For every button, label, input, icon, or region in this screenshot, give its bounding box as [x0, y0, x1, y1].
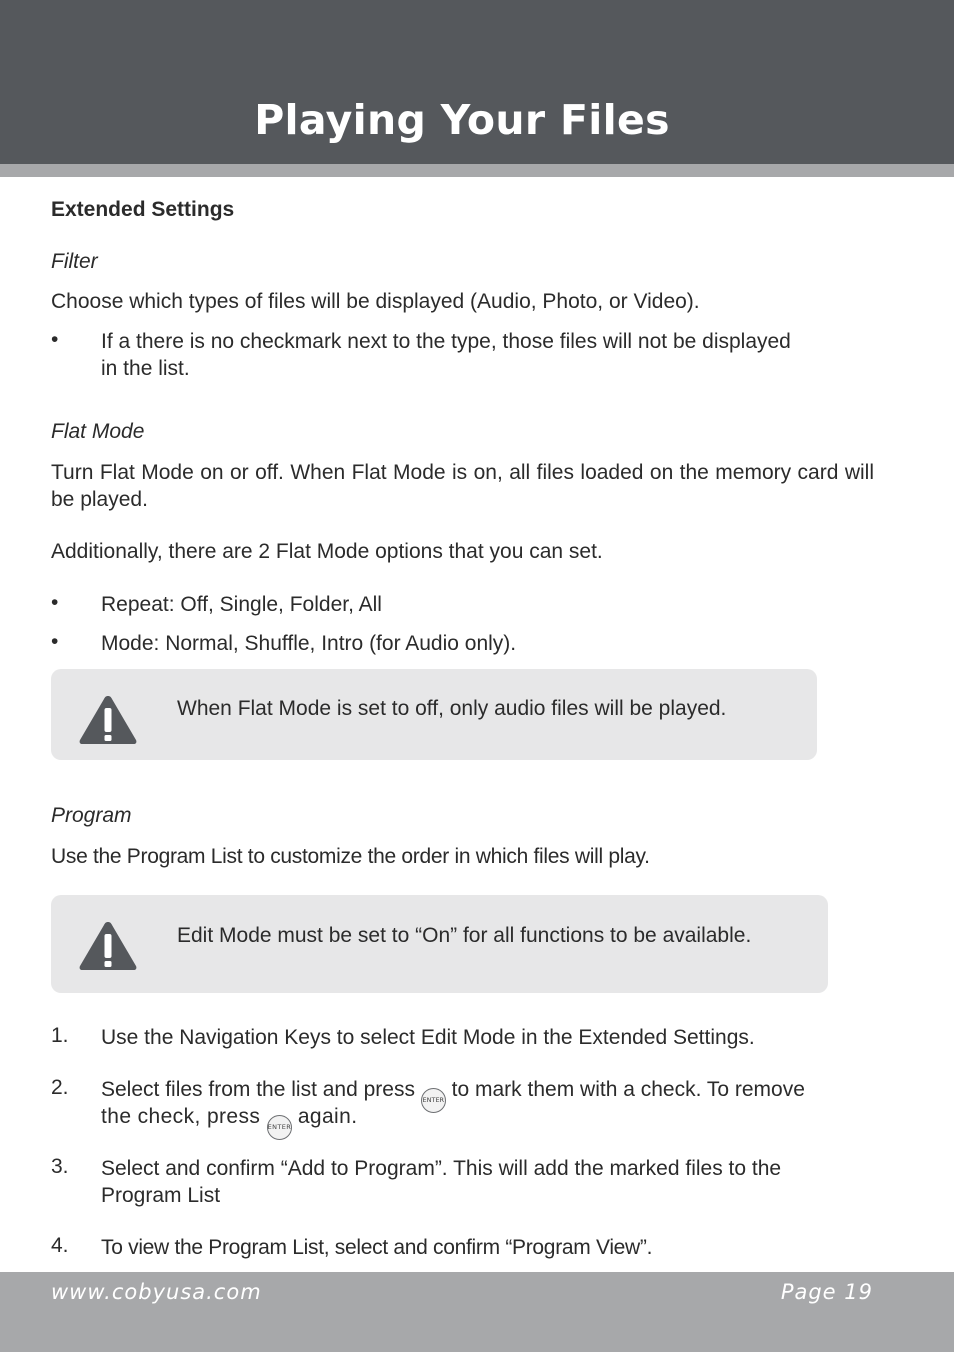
- header-stripe: [0, 164, 954, 177]
- step-number: 4.: [51, 1234, 69, 1257]
- footer-page-number: Page 19: [780, 1280, 873, 1304]
- step-number: 3.: [51, 1155, 69, 1178]
- bullet-marker: •: [51, 591, 59, 614]
- bullet-marker: •: [51, 328, 59, 351]
- page-title: Playing Your Files: [254, 96, 670, 144]
- warning-triangle-icon: [78, 920, 138, 972]
- step-3-line1: Select and confirm “Add to Program”. This will add the marked files to the: [101, 1157, 782, 1180]
- section-heading: Extended Settings: [51, 198, 235, 221]
- program-heading: Program: [51, 804, 132, 827]
- filter-description: Choose which types of files will be displayed (Audio, Photo, or Video).: [51, 290, 700, 313]
- step-2-line2: [101, 1103, 357, 1140]
- step-3-line2: Program List: [101, 1184, 221, 1207]
- step-2-part1: Select files from the list and press: [101, 1078, 415, 1101]
- flat-mode-bullet-repeat: Repeat: Off, Single, Folder, All: [101, 593, 382, 616]
- footer-url-link[interactable]: www.cobyusa.com: [51, 1280, 262, 1304]
- flat-mode-description: Turn Flat Mode on or off. When Flat Mode is on, all files loaded on the memory card will be played.: [51, 461, 874, 511]
- filter-heading: Filter: [51, 250, 98, 273]
- flat-mode-bullet-mode: Mode: Normal, Shuffle, Intro (for Audio only).: [101, 632, 517, 655]
- step-2-part2: to mark them with a check. To remove: [451, 1078, 805, 1101]
- step-2-part4: again.: [297, 1105, 358, 1128]
- enter-button-icon: ENTER: [421, 1088, 446, 1113]
- flat-mode-heading: Flat Mode: [51, 420, 145, 443]
- step-2-part3: the check, press: [101, 1105, 261, 1128]
- step-number: 1.: [51, 1024, 69, 1047]
- program-description: Use the Program List to customize the order in which files will play.: [51, 845, 650, 868]
- bullet-marker: •: [51, 630, 59, 653]
- step-4-text: To view the Program List, select and confirm “Program View”.: [101, 1236, 653, 1259]
- warning-triangle-icon: [78, 694, 138, 746]
- flat-mode-note-text: When Flat Mode is set to off, only audio files will be played.: [177, 697, 727, 720]
- filter-bullet-line1: If a there is no checkmark next to the type, those files will not be displayed: [101, 330, 791, 353]
- program-note-text: Edit Mode must be set to “On” for all functions to be available.: [177, 924, 752, 947]
- flat-mode-options-intro: Additionally, there are 2 Flat Mode options that you can set.: [51, 540, 603, 563]
- step-number: 2.: [51, 1076, 69, 1099]
- step-1-text: Use the Navigation Keys to select Edit Mode in the Extended Settings.: [101, 1026, 755, 1049]
- filter-bullet-line2: in the list.: [101, 357, 190, 380]
- enter-button-icon: ENTER: [267, 1115, 292, 1140]
